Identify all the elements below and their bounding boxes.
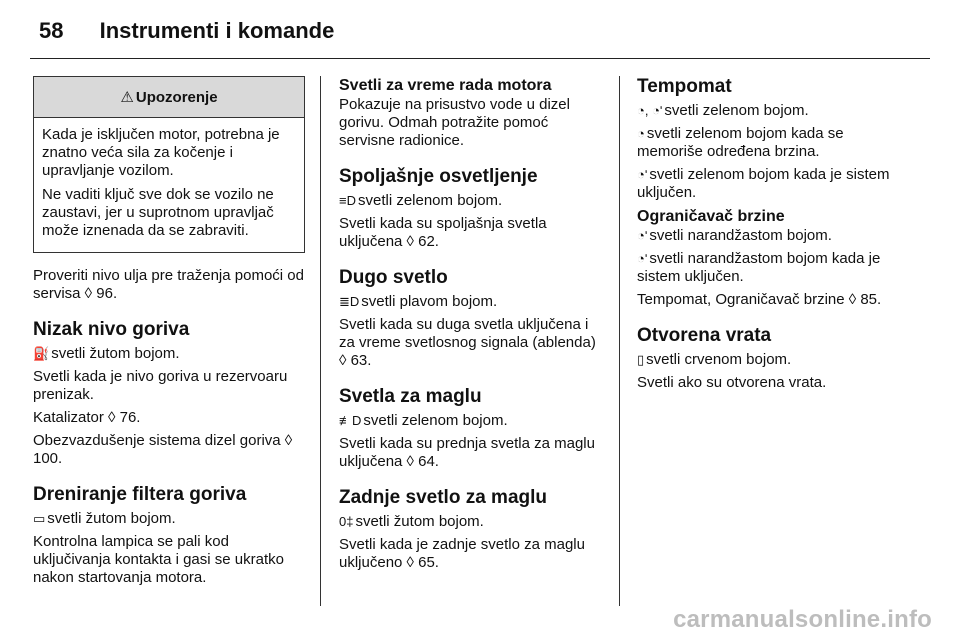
drl-text: Pokazuje na prisustvo vode u dizel gorivu. Odmah potražite pomoć servisne radionice. — [339, 96, 570, 149]
oil-text: Proveriti nivo ulja pre traženja pomoći od servisa ◊ 96. — [33, 267, 304, 302]
section-title-exterior: Spoljašnje osvetljenje — [339, 166, 538, 187]
page-title: Instrumenti i komande — [99, 18, 335, 43]
fog-line — [339, 412, 607, 430]
filter-line — [33, 510, 305, 528]
high-beam-line-text: svetli plavom bojom. — [361, 293, 498, 310]
fuel-pump-icon: ⛽ — [33, 346, 50, 361]
fuel-text: Svetli kada je nivo goriva u rezervoaru prenizak. — [33, 368, 288, 403]
fuel-text: Obezvazdušenje sistema dizel goriva ◊ 100. — [33, 432, 293, 467]
column-3 — [637, 76, 907, 397]
fog-light-icon: ≢D — [339, 413, 362, 428]
limiter-line — [637, 227, 907, 245]
rear-fog-text: Svetli kada je zadnje svetlo za maglu uključeno ◊ 65. — [339, 536, 585, 571]
fuel-filter-icon: ▭ — [33, 511, 46, 526]
speed-limiter-icon: ◔ʹ — [637, 228, 648, 243]
exterior-light-icon: ≡D — [339, 193, 356, 208]
section-title-filter: Dreniranje filtera goriva — [33, 484, 247, 505]
cruise-control-icon: ◔, ◔ʹ — [637, 103, 663, 118]
watermark: carmanualsonline.info — [673, 606, 932, 633]
rear-fog-light-icon: 0‡ — [339, 514, 354, 529]
column-2 — [339, 76, 607, 577]
speed-limiter-icon: ◔ʹ — [637, 251, 648, 266]
cruise-control-icon: ◔ʹ — [637, 167, 648, 182]
section-title-high-beam: Dugo svetlo — [339, 267, 448, 288]
cruise-line — [637, 102, 907, 120]
warning-header — [34, 77, 304, 118]
column-1 — [33, 76, 305, 592]
cruise-line — [637, 125, 907, 161]
section-title-limiter: Ograničavač brzine — [637, 208, 785, 225]
section-title-door: Otvorena vrata — [637, 325, 772, 346]
door-text: Svetli ako su otvorena vrata. — [637, 374, 827, 391]
fog-text: Svetli kada su prednja svetla za maglu uključena ◊ 64. — [339, 435, 595, 470]
warning-text: Kada je isključen motor, potrebna je znatno veća sila za kočenje i upravljanje vozilom. — [42, 126, 280, 179]
limiter-line — [637, 250, 907, 286]
cruise-control-icon: ◔ — [637, 126, 645, 141]
page-number: 58 — [39, 18, 64, 43]
door-open-icon: ▯ — [637, 352, 645, 367]
fog-line-text: svetli zelenom bojom. — [363, 412, 508, 429]
warning-body — [34, 118, 304, 252]
filter-line-text: svetli žutom bojom. — [47, 510, 176, 527]
cruise-line-text: svetli zelenom bojom kada je sistem uključen. — [637, 166, 890, 201]
fuel-line-text: svetli žutom bojom. — [51, 345, 180, 362]
cruise-line-text: svetli zelenom bojom. — [664, 102, 809, 119]
fuel-text: Katalizator ◊ 76. — [33, 409, 141, 426]
warning-triangle-icon: ⚠ — [120, 89, 134, 106]
section-title-fuel: Nizak nivo goriva — [33, 319, 190, 340]
exterior-text: Svetli kada su spoljašnja svetla uključena ◊ 62. — [339, 215, 547, 250]
rear-fog-line — [339, 513, 607, 531]
section-title-rear-fog: Zadnje svetlo za maglu — [339, 487, 547, 508]
limiter-line-text: svetli narandžastom bojom kada je sistem uključen. — [637, 250, 881, 285]
door-line — [637, 351, 907, 369]
column-divider — [619, 76, 620, 606]
high-beam-text: Svetli kada su duga svetla uključena i za vreme svetlosnog signala (ablenda) ◊ 63. — [339, 316, 596, 369]
warning-box — [33, 76, 305, 253]
fuel-line — [33, 345, 305, 363]
section-title-fog: Svetla za maglu — [339, 386, 482, 407]
exterior-line — [339, 192, 607, 210]
section-title-drl: Svetli za vreme rada motora — [339, 77, 552, 94]
warning-text: Ne vaditi ključ sve dok se vozilo ne zaustavi, jer u suprotnom upravljač može iznenada da se zabraviti. — [42, 186, 274, 239]
column-divider — [320, 76, 321, 606]
exterior-line-text: svetli zelenom bojom. — [357, 192, 503, 209]
limiter-line-text: svetli narandžastom bojom. — [649, 227, 832, 244]
cruise-line — [637, 166, 907, 202]
filter-text: Kontrolna lampica se pali kod uključivanja kontakta i gasi se ukratko nakon startovanja motora. — [33, 533, 284, 586]
high-beam-line — [339, 293, 607, 311]
limiter-text: Tempomat, Ograničavač brzine ◊ 85. — [637, 291, 882, 308]
rear-fog-line-text: svetli žutom bojom. — [355, 513, 484, 530]
door-line-text: svetli crvenom bojom. — [646, 351, 792, 368]
warning-title: Upozorenje — [135, 88, 218, 106]
page-header — [39, 18, 334, 44]
cruise-line-text: svetli zelenom bojom kada se memoriše određena brzina. — [637, 125, 844, 160]
section-title-cruise: Tempomat — [637, 76, 732, 97]
high-beam-icon: ≣D — [339, 294, 360, 309]
header-rule — [30, 58, 930, 59]
